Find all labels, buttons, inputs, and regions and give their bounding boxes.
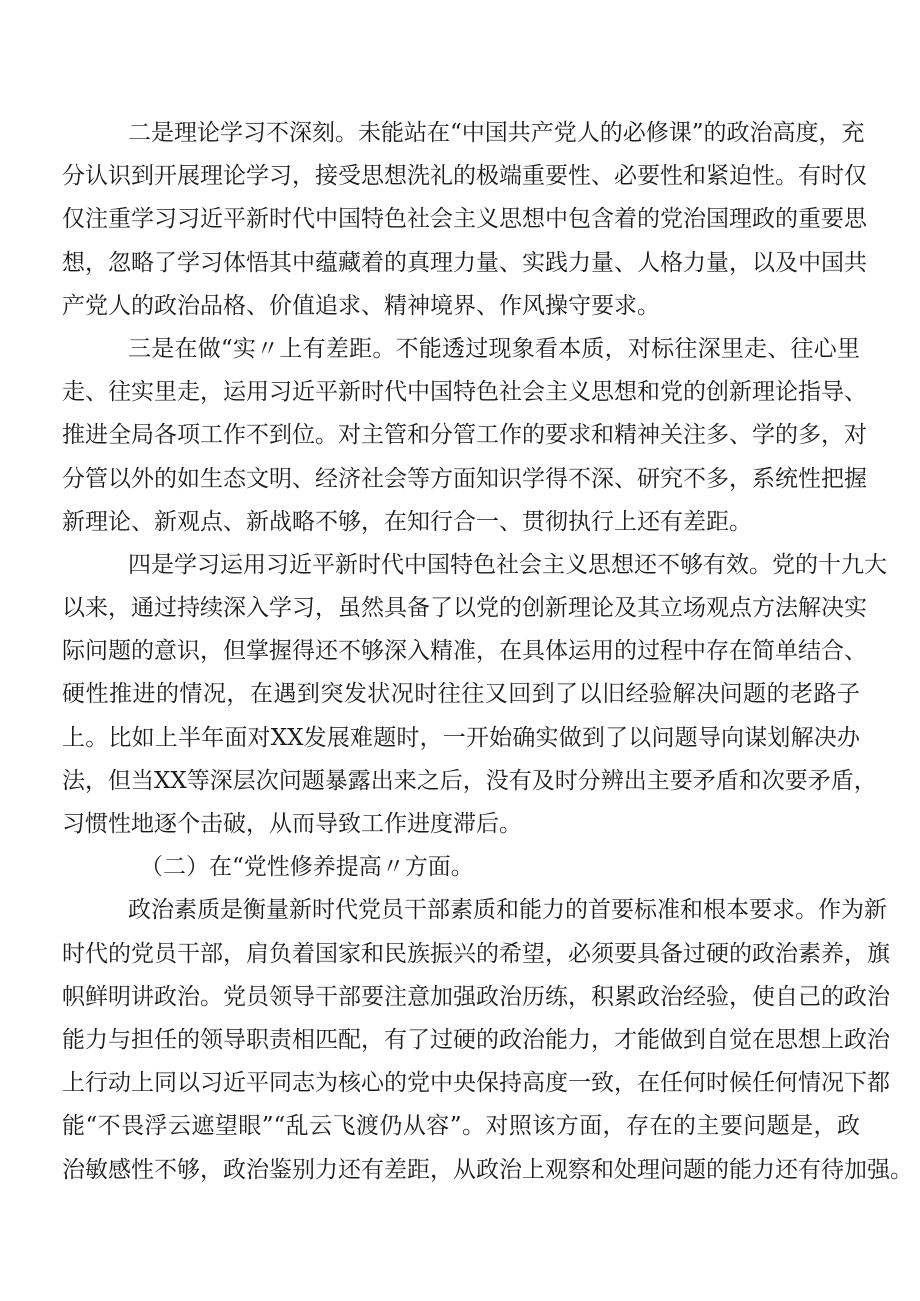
paragraph-line: 上行动上同以习近平同志为核心的党中央保持高度一致，在任何时候任何情况下都	[62, 1070, 890, 1097]
paragraph-line: 分认识到开展理论学习，接受思想洗礼的极端重要性、必要性和紧迫性。有时仅	[62, 163, 867, 190]
paragraph-line: 走、往实里走，运用习近平新时代中国特色社会主义思想和党的创新理论指导、	[62, 379, 867, 406]
paragraph-line: 际问题的意识，但掌握得还不够深入精准，在具体运用的过程中存在简单结合、	[62, 638, 867, 665]
paragraph-line: 分管以外的如生态文明、经济社会等方面知识学得不深、研究不多，系统性把握	[62, 465, 867, 492]
paragraph-line: 治敏感性不够，政治鉴别力还有差距，从政治上观察和处理问题的能力还有待加强。	[62, 1156, 913, 1183]
paragraph-line: 习惯性地逐个击破，从而导致工作进度滞后。	[62, 811, 522, 837]
paragraph-line: 三是在做“实〃上有差距。不能透过现象看本质，对标往深里走、往心里	[128, 335, 860, 362]
paragraph-application-effectiveness	[62, 544, 887, 846]
paragraph-line: 四是学习运用习近平新时代中国特色社会主义思想还不够有效。党的十九大	[128, 551, 887, 578]
paragraph-line: 能“不畏浮云遮望眼”“乱云飞渡仍从容”。对照该方面，存在的主要问题是，政	[62, 1113, 860, 1140]
paragraph-line: 推进全局各项工作不到位。对主管和分管工作的要求和精神关注多、学的多，对	[62, 422, 867, 449]
paragraph-line: 以来，通过持续深入学习，虽然具备了以党的创新理论及其立场观点方法解决实	[62, 595, 867, 622]
section-heading: （二）在“党性修养提高〃方面。	[140, 854, 474, 881]
paragraph-line: 时代的党员干部，肩负着国家和民族振兴的希望，必须要具备过硬的政治素养，旗	[62, 940, 890, 967]
paragraph-practice-gap	[62, 328, 867, 544]
document-body	[62, 112, 913, 1192]
paragraph-line: 仅注重学习习近平新时代中国特色社会主义思想中包含着的党治国理政的重要思	[62, 206, 867, 233]
paragraph-line: 能力与担任的领导职责相匹配，有了过硬的政治能力，才能做到自觉在思想上政治	[62, 1026, 890, 1053]
paragraph-political-quality	[62, 889, 913, 1191]
paragraph-line: 硬性推进的情况，在遇到突发状况时往往又回到了以旧经验解决问题的老路子	[62, 681, 860, 708]
section-heading-party-spirit	[62, 846, 860, 889]
paragraph-line: 产党人的政治品格、价值追求、精神境界、作风操守要求。	[62, 292, 660, 319]
paragraph-line: 想，忽略了学习体悟其中蕴藏着的真理力量、实践力量、人格力量，以及中国共	[62, 249, 867, 276]
paragraph-line: 新理论、新观点、新战略不够，在知行合一、贯彻执行上还有差距。	[62, 508, 752, 535]
paragraph-line: 法，但当XX等深层次问题暴露出来之后，没有及时分辨出主要矛盾和次要矛盾，	[62, 767, 877, 794]
paragraph-line: 政治素质是衡量新时代党员干部素质和能力的首要标准和根本要求。作为新	[128, 897, 887, 924]
paragraph-theory-study	[62, 112, 867, 328]
paragraph-line: 上。比如上半年面对XX发展难题时，一开始确实做到了以问题导向谋划解决办	[62, 724, 860, 751]
paragraph-line: 帜鲜明讲政治。党员领导干部要注意加强政治历练，积累政治经验，使自己的政治	[62, 983, 890, 1010]
paragraph-line: 二是理论学习不深刻。未能站在“中国共产党人的必修课”的政治高度，充	[128, 120, 865, 146]
